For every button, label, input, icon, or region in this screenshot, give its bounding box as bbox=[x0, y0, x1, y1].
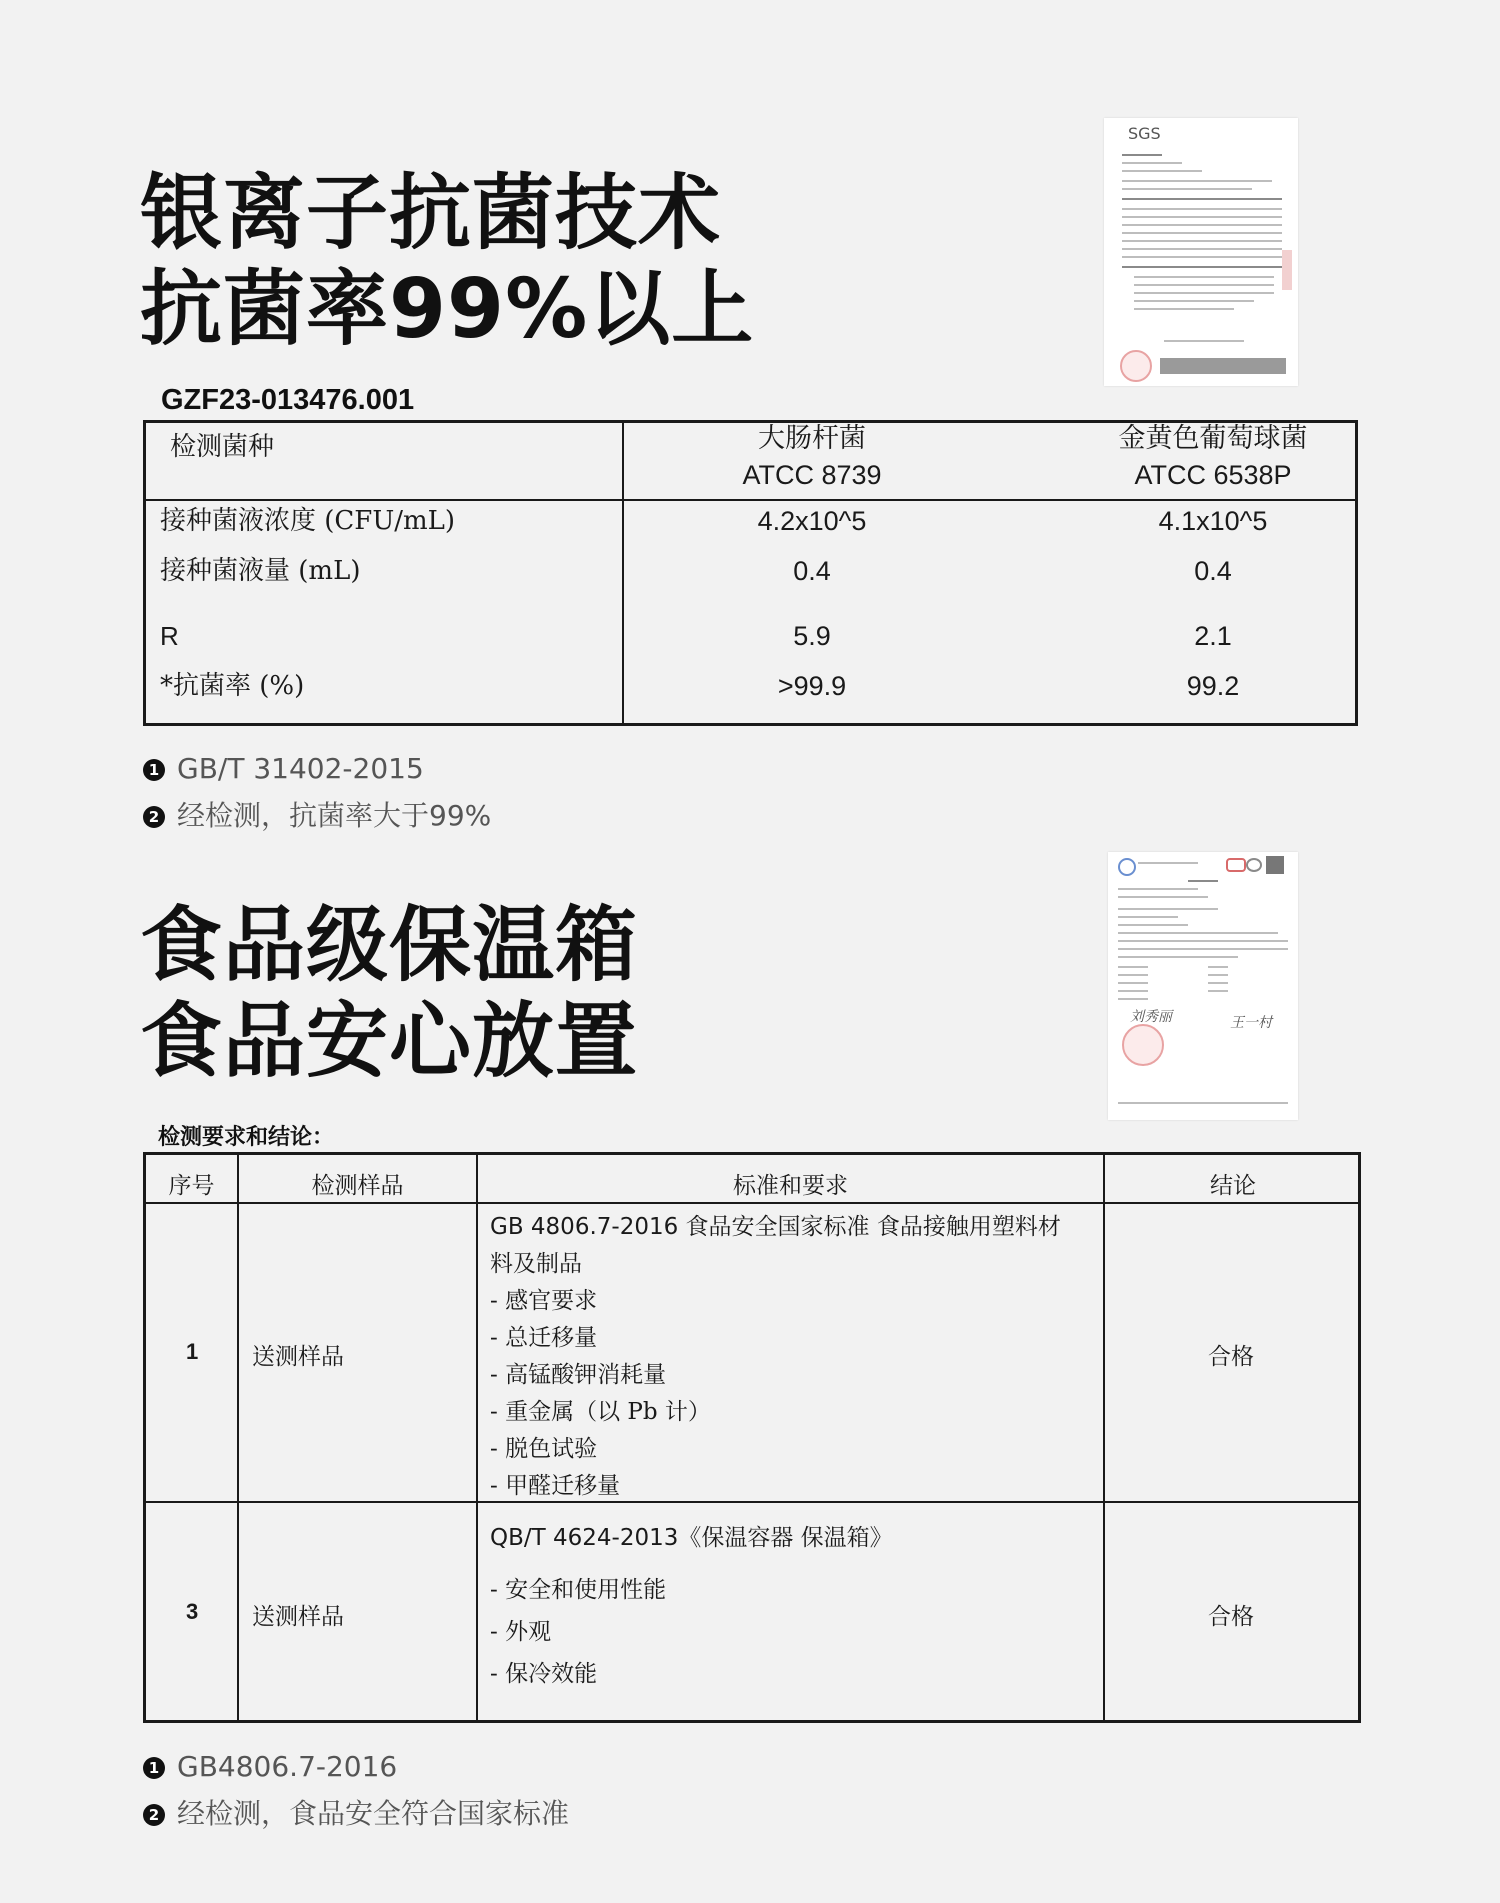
standard-item: - 脱色试验 bbox=[490, 1436, 598, 1462]
col1-name: 大肠杆菌 bbox=[758, 423, 866, 454]
header-label: 检测菌种 bbox=[170, 432, 275, 462]
row-value-col1: 4.2x10^5 bbox=[757, 506, 867, 536]
row-standard bbox=[490, 1209, 1061, 1505]
row-label: *抗菌率 (%) bbox=[160, 671, 305, 701]
col2-name: 金黄色葡萄球菌 bbox=[1118, 423, 1308, 454]
bullet-2-icon: 2 bbox=[143, 806, 165, 828]
standard-item: - 安全和使用性能 bbox=[490, 1577, 667, 1603]
certificate-brand: SGS bbox=[1128, 124, 1161, 143]
section1-headline-line1: 银离子抗菌技术 bbox=[140, 166, 722, 261]
row-value-col1: >99.9 bbox=[777, 671, 847, 701]
row-index: 1 bbox=[186, 1339, 199, 1364]
header-sample: 检测样品 bbox=[311, 1173, 404, 1199]
standard-item: - 高锰酸钾消耗量 bbox=[490, 1362, 667, 1388]
bullet-1-icon: 1 bbox=[143, 1757, 165, 1779]
standard-item: - 甲醛迁移量 bbox=[490, 1473, 621, 1499]
red-seal-icon bbox=[1120, 350, 1152, 382]
standard-item: - 重金属（以 Pb 计） bbox=[490, 1399, 711, 1425]
note-item bbox=[143, 1750, 397, 1783]
note-text: GB4806.7-2016 bbox=[177, 1750, 398, 1783]
note-text: GB/T 31402-2015 bbox=[177, 752, 424, 785]
section2-headline-line1: 食品级保温箱 bbox=[140, 898, 639, 993]
header-index: 序号 bbox=[168, 1173, 215, 1199]
signature-icon: 刘秀丽 bbox=[1130, 1009, 1172, 1025]
sgs-certificate-image bbox=[1104, 118, 1298, 386]
bullet-1-icon: 1 bbox=[143, 759, 165, 781]
col1-code: ATCC 8739 bbox=[742, 460, 882, 490]
note-item bbox=[143, 1792, 569, 1832]
row-label: R bbox=[160, 621, 179, 651]
row-value-col1: 5.9 bbox=[793, 621, 831, 651]
header-result: 结论 bbox=[1210, 1173, 1256, 1199]
note-item bbox=[143, 794, 491, 834]
section2-headline-line2: 食品安心放置 bbox=[140, 994, 639, 1089]
food-safety-certificate-image bbox=[1108, 852, 1298, 1120]
row-value-col2: 99.2 bbox=[1186, 671, 1240, 701]
section1-headline-line2: 抗菌率99%以上 bbox=[140, 262, 755, 357]
col2-code: ATCC 6538P bbox=[1134, 460, 1292, 490]
row-result: 合格 bbox=[1208, 1604, 1254, 1630]
note-text: 经检测，抗菌率大于99% bbox=[177, 799, 492, 832]
standard-title: QB/T 4624-2013《保温容器 保温箱》 bbox=[490, 1525, 893, 1551]
row-value-col1: 0.4 bbox=[793, 556, 831, 586]
bullet-2-icon: 2 bbox=[143, 1804, 165, 1826]
row-label: 接种菌液浓度 (CFU/mL) bbox=[160, 506, 456, 536]
antibacterial-test-table bbox=[143, 420, 1358, 726]
report-code: GZF23-013476.001 bbox=[161, 384, 415, 416]
row-sample: 送测样品 bbox=[252, 1604, 344, 1630]
row-value-col2: 4.1x10^5 bbox=[1158, 506, 1268, 536]
standard-item: - 总迁移量 bbox=[490, 1325, 598, 1351]
red-seal-icon bbox=[1122, 1024, 1164, 1066]
row-value-col2: 0.4 bbox=[1194, 556, 1232, 586]
standard-title: GB 4806.7-2016 食品安全国家标准 食品接触用塑料材 bbox=[490, 1214, 1061, 1240]
standard-title-cont: 料及制品 bbox=[490, 1251, 582, 1277]
food-safety-test-table bbox=[143, 1152, 1361, 1723]
table-caption: 检测要求和结论： bbox=[158, 1124, 335, 1150]
standard-item: - 感官要求 bbox=[490, 1288, 598, 1314]
standard-item: - 外观 bbox=[490, 1619, 552, 1645]
note-text: 经检测，食品安全符合国家标准 bbox=[177, 1797, 570, 1830]
row-result: 合格 bbox=[1208, 1344, 1254, 1370]
row-index: 3 bbox=[186, 1599, 199, 1624]
row-value-col2: 2.1 bbox=[1194, 621, 1232, 651]
row-standard bbox=[490, 1517, 893, 1695]
row-label: 接种菌液量 (mL) bbox=[160, 556, 361, 586]
note-item bbox=[143, 752, 424, 785]
standard-item: - 保冷效能 bbox=[490, 1661, 598, 1687]
row-sample: 送测样品 bbox=[252, 1344, 344, 1370]
signature-icon: 王一村 bbox=[1230, 1015, 1272, 1031]
header-standard: 标准和要求 bbox=[733, 1173, 848, 1199]
